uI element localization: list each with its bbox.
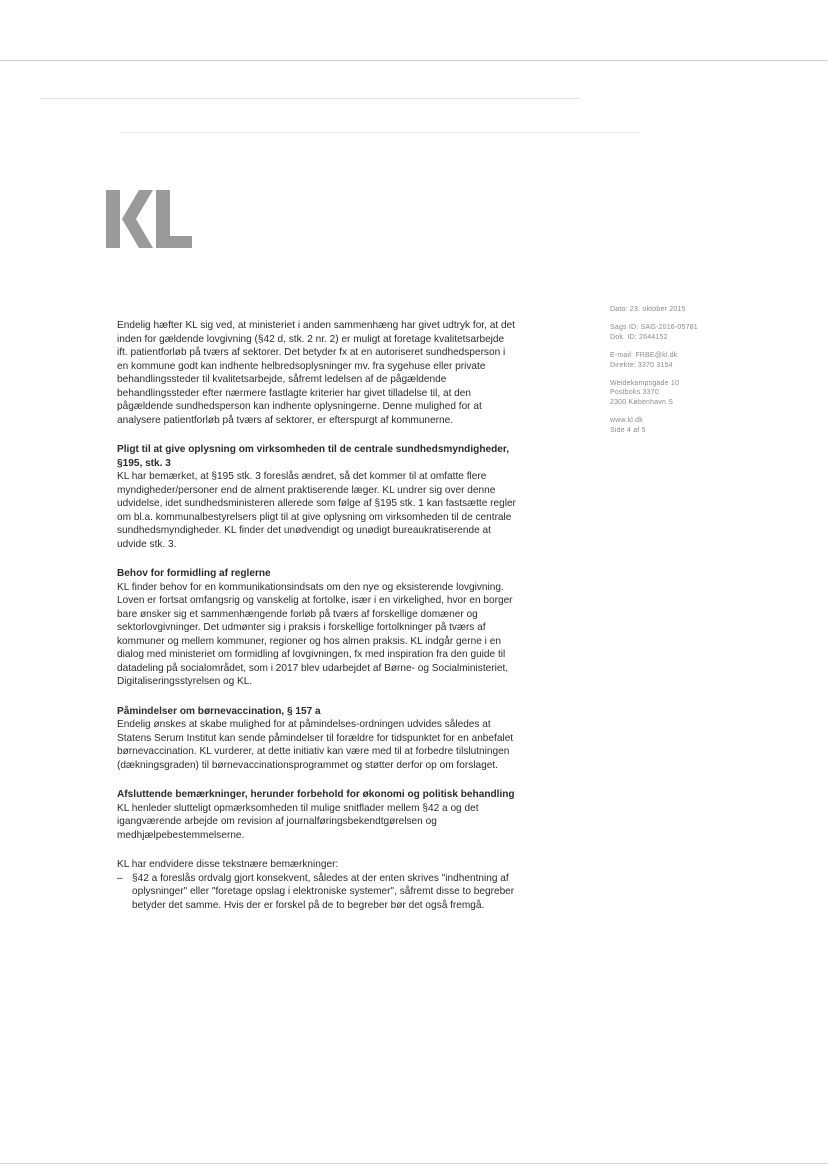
kl-logo xyxy=(106,190,192,248)
section-heading: Afsluttende bemærkninger, herunder forbehold for økonomi og politisk behandling xyxy=(117,789,515,800)
scan-line-top xyxy=(0,60,828,61)
sections xyxy=(117,443,517,842)
letter-body xyxy=(117,319,517,912)
logo-k-stem xyxy=(106,190,120,248)
metadata-line: Direkte: 3370 3154 xyxy=(610,361,673,369)
remarks-intro: KL har endvidere disse tekstnære bemærkninger: xyxy=(117,859,339,870)
metadata-line: Postboks 3370 xyxy=(610,389,659,397)
section-body: KL finder behov for en kommunikationsindsats om den nye og eksisterende lovgivning. Loven er fortsat omfangsrig og vanskelig at fortolke, især i en virkelighed, hvor en borger bare ønsker sig et sammenhængende forløb på tværs af forskellige domæner og sektorlovgivninger. Det udmønter sig i praksis i forskellige fortolkninger på tværs af kommuner og mellem kommuner, regioner og hos almen praksis. KL indgår gerne i en dialog med ministeriet om formidling af lovgivningen, fx med inspiration fra den guide til datadeling på socialområdet, som i 2017 blev udarbejdet af Børne- og Socialministeriet, Digitaliseringsstyrelsen og KL. xyxy=(117,581,513,687)
section-heading: Påmindelser om børnevaccination, § 157 a xyxy=(117,705,321,717)
metadata-line: Dato: 23. oktober 2015 xyxy=(610,306,686,313)
scan-line-mid xyxy=(120,132,640,133)
metadata-line: www.kl.dk xyxy=(610,417,643,425)
section xyxy=(117,567,517,689)
section xyxy=(117,788,517,842)
metadata-line: Side 4 af 5 xyxy=(610,426,646,434)
section xyxy=(117,443,517,551)
section-body: Endelig ønskes at skabe mulighed for at påmindelses-ordningen udvides således at Statens Serum Institut kan sende påmindelser til forældre for tidspunktet for en anbefalet børnevaccination. KL vurderer, at dette initiativ kan være med til at forbedre tilslutningen (dækningsgraden) til børnevaccinationsprogrammet og støtter derfor op om forslaget. xyxy=(117,719,514,771)
logo-l-base xyxy=(156,236,192,248)
logo-k-upper-arm xyxy=(122,190,153,219)
metadata-line: E-mail: FRBE@kl.dk xyxy=(610,352,678,360)
document-metadata xyxy=(610,305,800,444)
logo-k-lower-arm xyxy=(122,219,153,248)
remark-text: §42 a foreslås ordvalg gjort konsekvent, således at der enten skrives "indhentning af oplysninger" eller "foretage opslag i elektroniske systemer", såfremt disse to begreber betyder det samme. Hvis der er forskel på de to begreber bør det også fremgå. xyxy=(132,872,515,911)
section-body: KL henleder slutteligt opmærksomheden til mulige snitflader mellem §42 a og det igangværende arbejde om revision af journalføringsbekendtgørelsen og medhjælpebestemmelserne. xyxy=(117,802,479,841)
section-heading: Pligt til at give oplysning om virksomheden til de centrale sundhedsmyndigheder, §195, stk. 3 xyxy=(117,444,510,469)
metadata-line: Weidekampsgade 10 xyxy=(610,380,680,388)
scan-line-upper xyxy=(40,98,580,99)
metadata-group xyxy=(610,416,800,435)
section xyxy=(117,705,517,773)
metadata-group xyxy=(610,305,800,314)
remarks-list xyxy=(117,872,517,913)
metadata-group xyxy=(610,379,800,407)
metadata-group xyxy=(610,351,800,370)
section-body: KL har bemærket, at §195 stk. 3 foreslås ændret, så det kommer til at omfatte flere myndigheder/personer end de alment praktiserende læger. KL undrer sig over denne udvidelse, idet sundhedsministeren allerede som følge af §195 stk. 1 kan fastsætte regler om bl.a. kommunalbestyrelsers pligt til at give oplysning om virksomheden til de centrale sundhedsmyndigheder. KL finder det unødvendigt og unødigt bureaukratiserende at udvide stk. 3. xyxy=(117,471,516,550)
metadata-line: Dok. ID: 2644152 xyxy=(610,333,668,341)
bullet-dash: – xyxy=(117,872,123,884)
metadata-group xyxy=(610,323,800,342)
intro-paragraph: Endelig hæfter KL sig ved, at ministeriet i anden sammenhæng har givet udtryk for, at det inden for gældende lovgivning (§42 d, stk. 2 nr. 2) er muligt at foretage kvalitetsarbejde ift. patientforløb på tværs af sektorer. Det betyder fx at en autoriseret sundhedsperson i en kommune godt kan indhente helbredsoplysninger mv. fra sygehuse eller private behandlingssteder til kvalitetsarbejde, såfremt ledelsen af de pågældende behandlingssteder efter nærmere fastlagte kriterier har givet tilladelse til, at den pågældende sundhedsperson kan indhente oplysningerne. Denne mulighed for at analysere patientforløb på tværs af sektorer, er efterspurgt af kommunerne. xyxy=(117,320,515,426)
metadata-line: 2300 København S xyxy=(610,398,674,406)
remark-item xyxy=(117,872,517,913)
metadata-line: Sags ID: SAG-2016-05781 xyxy=(610,324,698,332)
scan-line-bottom xyxy=(0,1163,828,1164)
section-heading: Behov for formidling af reglerne xyxy=(117,568,271,579)
